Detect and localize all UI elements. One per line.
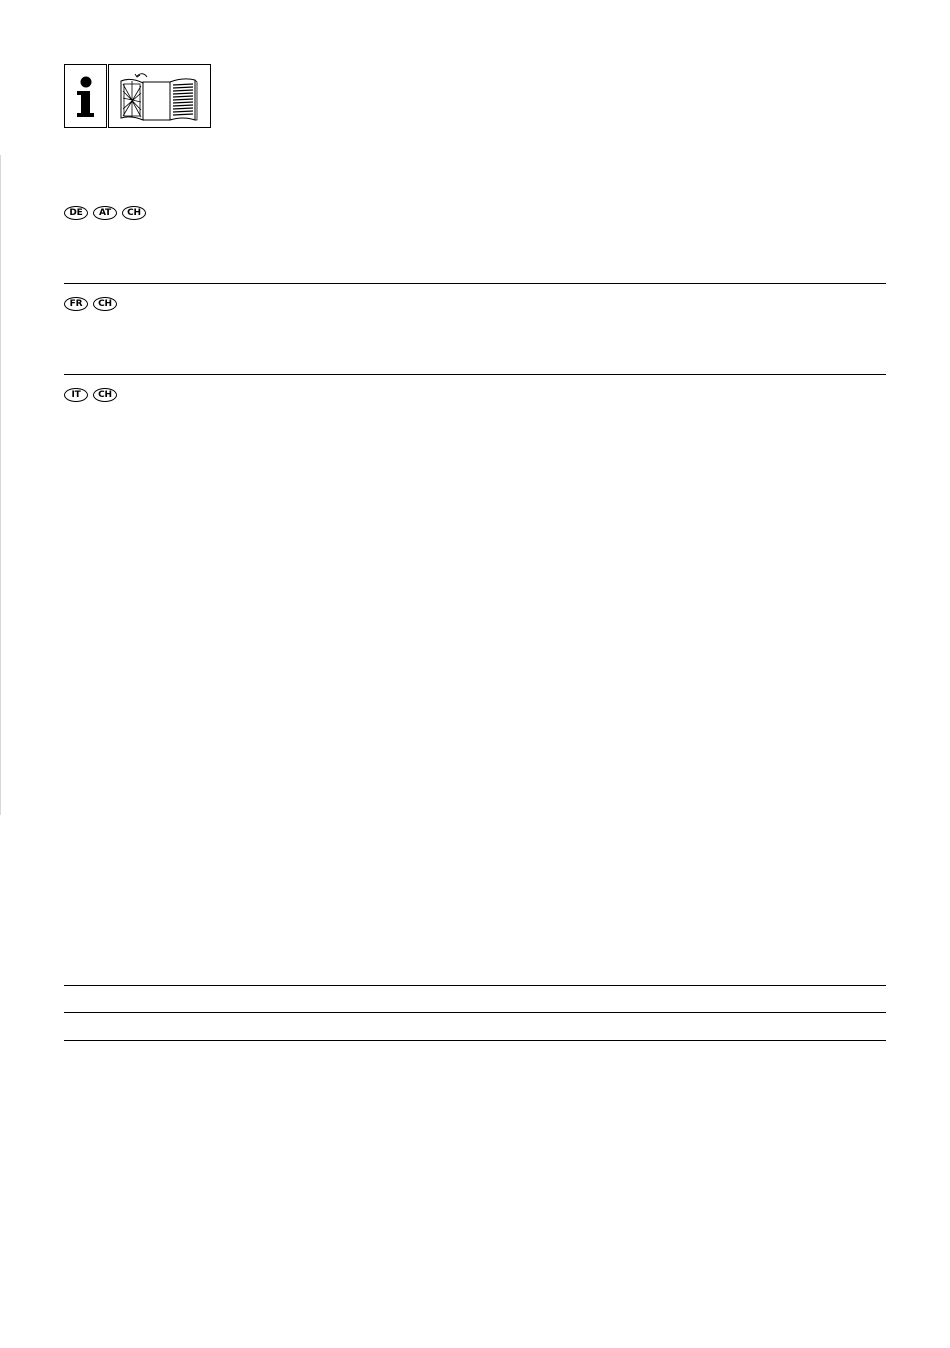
section-divider (64, 374, 886, 375)
bottom-divider (64, 1040, 886, 1041)
language-codes-fr-ch (64, 297, 117, 311)
language-badge-ch: CH (122, 206, 146, 220)
language-badge-at: AT (93, 206, 117, 220)
language-codes-it-ch (64, 388, 117, 402)
language-badge-fr: FR (64, 297, 88, 311)
page-edge-line (0, 155, 1, 815)
language-badge-it: IT (64, 388, 88, 402)
language-codes-de-at-ch (64, 206, 146, 220)
info-icon (64, 64, 107, 128)
bottom-divider (64, 985, 886, 986)
section-divider (64, 283, 886, 284)
bottom-divider (64, 1012, 886, 1013)
language-badge-ch: CH (93, 388, 117, 402)
language-badge-ch: CH (93, 297, 117, 311)
language-badge-de: DE (64, 206, 88, 220)
foldout-page-icon (108, 64, 211, 128)
